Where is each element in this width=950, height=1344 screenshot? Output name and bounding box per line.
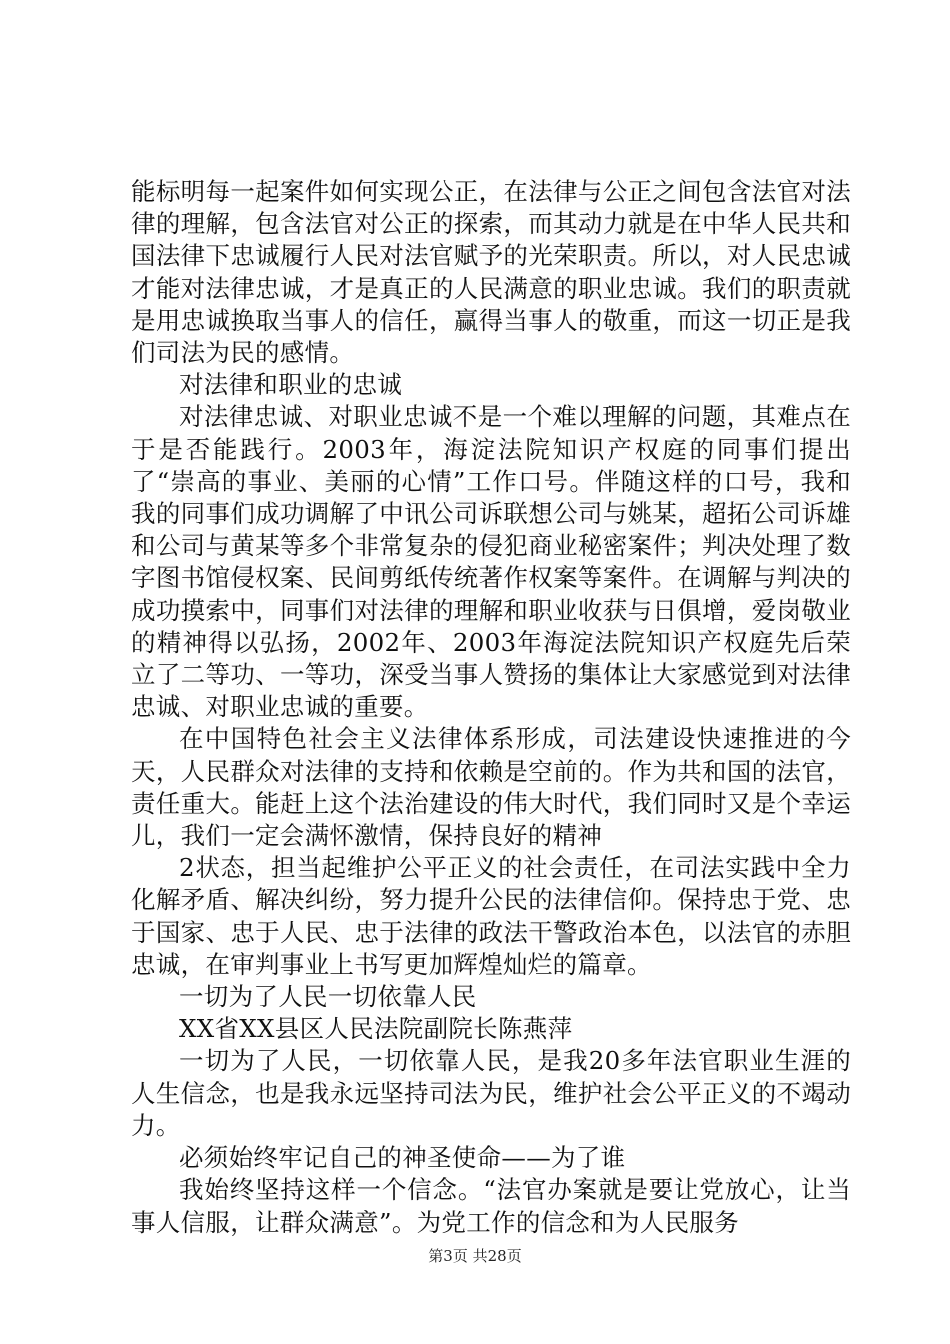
paragraph: 在中国特色社会主义法律体系形成，司法建设快速推进的今天，人民群众对法律的支持和依赖是空前的。作为共和国的法官，责任重大。能赶上这个法治建设的伟大时代，我们同时又是个幸运儿，我们一定会满怀激情，保持良好的精神 [131,724,851,851]
section-heading: 对法律和职业的忠诚 [179,370,403,400]
author-line: XX省XX县区人民法院副院长陈燕萍 [179,1014,573,1044]
paragraph: 我始终坚持这样一个信念。“法官办案就是要让党放心，让当事人信服，让群众满意”。为党工作的信念和为人民服务 [131,1175,851,1237]
paragraph: 一切为了人民，一切依靠人民，是我20多年法官职业生涯的人生信念，也是我永远坚持司法为民，维护社会公平正义的不竭动力。 [131,1046,851,1140]
article-title: 一切为了人民一切依靠人民 [179,982,477,1012]
paragraph: 能标明每一起案件如何实现公正，在法律与公正之间包含法官对法律的理解，包含法官对公正的探索，而其动力就是在中华人民共和国法律下忠诚履行人民对法官赋予的光荣职责。所以，对人民忠诚才能对法律忠诚，才是真正的人民满意的职业忠诚。我们的职责就是用忠诚换取当事人的信任，赢得当事人的敬重，而这一切正是我们司法为民的感情。 [131,177,851,368]
paragraph: 2状态，担当起维护公平正义的社会责任，在司法实践中全力化解矛盾、解决纠纷，努力提升公民的法律信仰。保持忠于党、忠于国家、忠于人民、忠于法律的政法干警政治本色，以法官的赤胆忠诚，在审判事业上书写更加辉煌灿烂的篇章。 [131,853,851,979]
paragraph: 对法律忠诚、对职业忠诚不是一个难以理解的问题，其难点在于是否能践行。2003年，海淀法院知识产权庭的同事们提出了“崇高的事业、美丽的心情”工作口号。伴随这样的口号，我和我的同事们成功调解了中讯公司诉联想公司与姚某，超拓公司诉雄和公司与黄某等多个非常复杂的侵犯商业秘密案件；判决处理了数字图书馆侵权案、民间剪纸传统著作权案等案件。在调解与判决的成功摸索中，同事们对法律的理解和职业收获与日俱增，爱岗敬业的精神得以弘扬，2002年、2003年海淀法院知识产权庭先后荣立了二等功、一等功，深受当事人赞扬的集体让大家感觉到对法律忠诚、对职业忠诚的重要。 [131,402,851,722]
page-footer: 第3页 共28页 [428,1247,522,1265]
section-heading: 必须始终牢记自己的神圣使命——为了谁 [179,1143,626,1173]
document-body [131,176,851,1239]
